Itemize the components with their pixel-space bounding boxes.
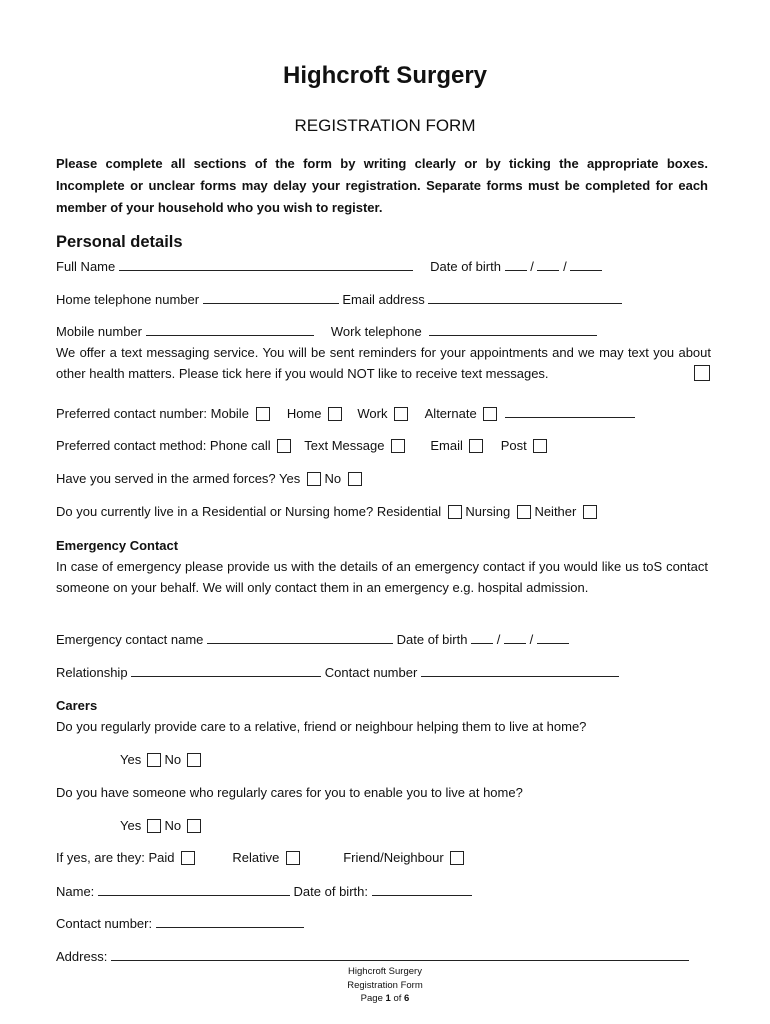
dob-month-field[interactable] <box>537 258 559 271</box>
method-text-checkbox[interactable] <box>391 439 405 453</box>
neither-label: Neither <box>534 504 577 519</box>
footer <box>0 965 770 1006</box>
full-name-row <box>56 258 602 274</box>
carers-q2-no-label: No <box>164 818 182 833</box>
dob-label: Date of birth <box>430 259 501 274</box>
home-telephone-field[interactable] <box>203 291 339 304</box>
carer-address-field[interactable] <box>111 948 689 961</box>
mobile-number-label: Mobile number <box>56 324 142 339</box>
pref-work-label: Work <box>357 406 388 421</box>
carer-dob-field[interactable] <box>372 883 472 896</box>
armed-forces-row <box>56 471 362 486</box>
emergency-dob-year-field[interactable] <box>537 631 569 644</box>
carer-relative-checkbox[interactable] <box>286 851 300 865</box>
carer-paid-checkbox[interactable] <box>181 851 195 865</box>
method-text-label: Text Message <box>304 438 385 453</box>
nursing-checkbox[interactable] <box>517 505 531 519</box>
page-number <box>0 992 770 1006</box>
footer-form-name: Registration Form <box>347 979 423 991</box>
emergency-name-field[interactable] <box>207 631 393 644</box>
carer-relative-label: Relative <box>232 850 280 865</box>
residential-row <box>56 504 597 519</box>
work-telephone-label: Work telephone <box>330 324 422 339</box>
pref-home-checkbox[interactable] <box>328 407 342 421</box>
dob-slash-1: / <box>530 259 534 274</box>
preferred-number-row <box>56 405 635 421</box>
full-name-field[interactable] <box>119 258 413 271</box>
neither-checkbox[interactable] <box>583 505 597 519</box>
carer-type-row <box>56 850 464 865</box>
footer-surgery-name: Highcroft Surgery <box>348 966 422 977</box>
carer-name-row <box>56 883 472 899</box>
carer-address-row <box>56 948 689 964</box>
pref-alternate-checkbox[interactable] <box>483 407 497 421</box>
form-subtitle: REGISTRATION FORM <box>294 116 476 135</box>
pref-work-checkbox[interactable] <box>394 407 408 421</box>
carers-q2-yes-label: Yes <box>120 818 142 833</box>
emergency-contact-text: In case of emergency please provide us with the details of an emergency contact if you would like us toS contact someone on your behalf. We will only contact them in an emergency e.g. hospital admission. <box>56 559 708 595</box>
personal-details-heading: Personal details <box>56 233 183 251</box>
method-post-checkbox[interactable] <box>533 439 547 453</box>
emergency-dob-day-field[interactable] <box>471 631 493 644</box>
carers-q1-no-label: No <box>164 752 182 767</box>
relationship-field[interactable] <box>131 664 321 677</box>
relationship-label: Relationship <box>56 665 128 680</box>
carers-q1-no-checkbox[interactable] <box>187 753 201 767</box>
text-service-text: We offer a text messaging service. You will be sent reminders for your appointments and we may text you about other health matters. Please tick here if you would NOT like to receive text messages. <box>56 345 711 381</box>
carers-q1-yes-checkbox[interactable] <box>147 753 161 767</box>
carer-name-field[interactable] <box>98 883 290 896</box>
emergency-dob-slash-2: / <box>529 632 534 647</box>
alternate-number-field[interactable] <box>505 405 635 418</box>
pref-alternate-label: Alternate <box>424 406 477 421</box>
carers-q1-answer-row <box>120 752 201 767</box>
work-telephone-field[interactable] <box>429 323 597 336</box>
preferred-method-row <box>56 438 547 453</box>
page-total: 6 <box>404 993 410 1004</box>
emergency-dob-label: Date of birth <box>396 632 468 647</box>
page-prefix: Page <box>360 993 383 1004</box>
home-telephone-label: Home telephone number <box>56 292 200 307</box>
armed-forces-yes-checkbox[interactable] <box>307 472 321 486</box>
armed-forces-no-checkbox[interactable] <box>348 472 362 486</box>
pref-mobile-checkbox[interactable] <box>256 407 270 421</box>
mobile-work-row <box>56 323 597 339</box>
carer-friend-label: Friend/Neighbour <box>343 850 444 865</box>
carer-dob-label: Date of birth: <box>293 884 368 899</box>
method-post-label: Post <box>500 438 527 453</box>
carer-contact-label: Contact number: <box>56 916 153 931</box>
mobile-number-field[interactable] <box>146 323 314 336</box>
carers-question-2: Do you have someone who regularly cares for you to enable you to live at home? <box>56 785 523 800</box>
method-email-checkbox[interactable] <box>469 439 483 453</box>
relationship-row <box>56 664 619 680</box>
full-name-label: Full Name <box>56 259 116 274</box>
contact-number-field[interactable] <box>421 664 619 677</box>
emergency-name-row <box>56 631 569 647</box>
pref-home-label: Home <box>286 406 322 421</box>
contact-number-label: Contact number <box>324 665 418 680</box>
no-text-messages-checkbox[interactable] <box>694 365 710 381</box>
intro-text: Please complete all sections of the form by writing clearly or by ticking the appropriate boxes. Incomplete or unclear forms may delay your registration. Separate forms must be completed for each member of your household who you wish to register. <box>56 156 708 215</box>
carers-q1-yes-label: Yes <box>120 752 142 767</box>
carers-q2-yes-checkbox[interactable] <box>147 819 161 833</box>
emergency-contact-heading: Emergency Contact <box>56 538 179 553</box>
email-label: Email address <box>342 292 425 307</box>
page-title: Highcroft Surgery <box>282 62 488 89</box>
carer-type-label: If yes, are they: Paid <box>56 850 175 865</box>
carer-contact-row <box>56 915 304 931</box>
residential-label: Do you currently live in a Residential or Nursing home? Residential <box>56 504 442 519</box>
emergency-dob-month-field[interactable] <box>504 631 526 644</box>
nursing-label: Nursing <box>465 504 511 519</box>
page-of: of <box>393 993 402 1004</box>
carers-question-1: Do you regularly provide care to a relative, friend or neighbour helping them to live at home? <box>56 719 587 734</box>
carer-friend-checkbox[interactable] <box>450 851 464 865</box>
carer-contact-field[interactable] <box>156 915 304 928</box>
armed-forces-no-label: No <box>324 471 342 486</box>
carer-address-label: Address: <box>56 949 108 964</box>
dob-slash-2: / <box>563 259 567 274</box>
carers-heading: Carers <box>56 698 98 713</box>
method-email-label: Email <box>430 438 463 453</box>
phone-email-row <box>56 291 622 307</box>
preferred-number-label: Preferred contact number: Mobile <box>56 406 249 421</box>
carers-q2-no-checkbox[interactable] <box>187 819 201 833</box>
page-current: 1 <box>385 993 391 1004</box>
preferred-method-label: Preferred contact method: Phone call <box>56 438 271 453</box>
method-phone-checkbox[interactable] <box>277 439 291 453</box>
residential-checkbox[interactable] <box>448 505 462 519</box>
dob-year-field[interactable] <box>570 258 602 271</box>
emergency-dob-slash-1: / <box>496 632 501 647</box>
carer-name-label: Name: <box>56 884 95 899</box>
emergency-name-label: Emergency contact name <box>56 632 204 647</box>
carers-q2-answer-row <box>120 818 201 833</box>
dob-day-field[interactable] <box>505 258 527 271</box>
armed-forces-label: Have you served in the armed forces? Yes <box>56 471 301 486</box>
email-field[interactable] <box>428 291 622 304</box>
